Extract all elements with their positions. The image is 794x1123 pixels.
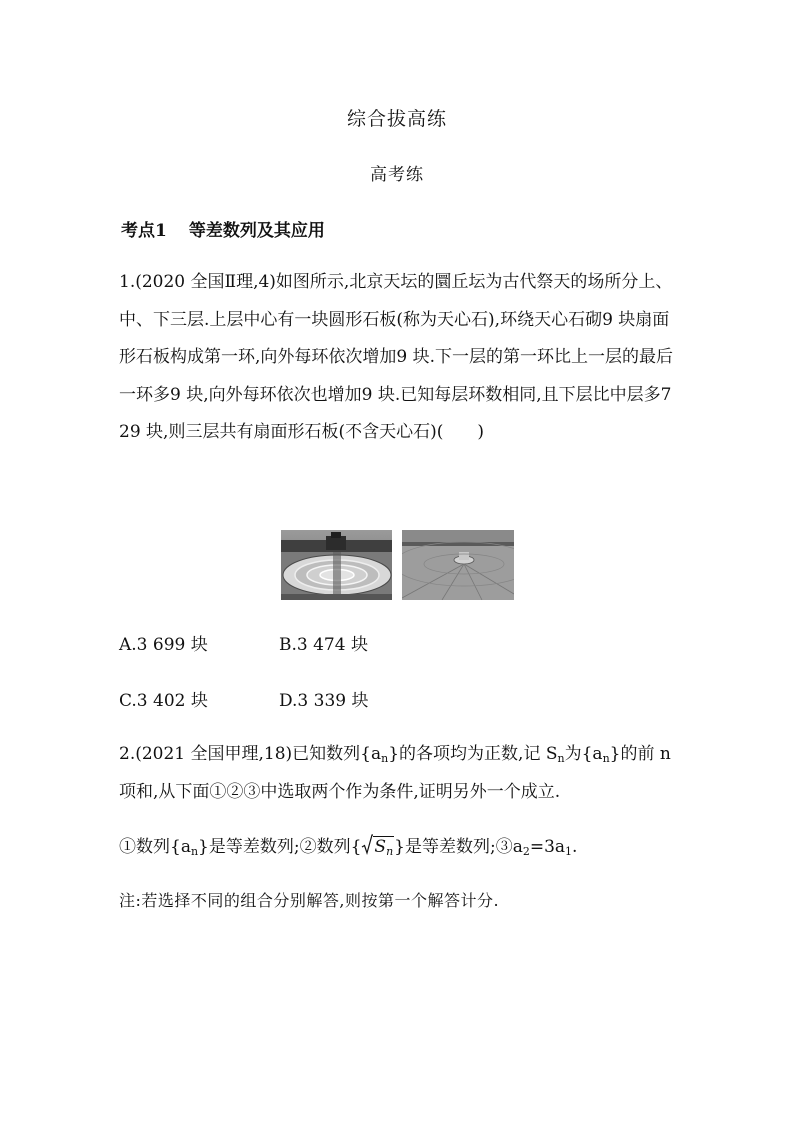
- scoring-note: 注:若选择不同的组合分别解答,则按第一个解答计分.: [119, 891, 500, 910]
- q2-part-b: }的各项均为正数,记 S: [388, 744, 558, 764]
- option-a: A.3 699 块: [119, 635, 208, 655]
- q2-part-a: 2.(2021 全国甲理,18)已知数列{a: [119, 744, 382, 764]
- cond-sub-n: n: [190, 845, 199, 858]
- question-1-figures: [281, 530, 514, 600]
- section-title: 等差数列及其应用: [188, 221, 325, 241]
- page-title: 综合拔高练: [346, 108, 447, 130]
- temple-aerial-photo: [281, 530, 392, 600]
- question-2-conditions: [119, 832, 679, 857]
- cond-part-1b: }是等差数列;②数列{: [198, 837, 362, 857]
- question-2-text: [119, 736, 679, 811]
- q2-part-d: }的前 n 项和,从下面①②③中选取两个作为条件,证明另外一个成立.: [119, 744, 671, 802]
- q2-sub-n-1: n: [381, 752, 389, 765]
- page-subtitle: 高考练: [370, 165, 424, 185]
- cond-part-3b: .: [572, 837, 578, 857]
- sqrt-radicand: [373, 836, 394, 857]
- question-1-text: 1.(2020 全国Ⅱ理,4)如图所示,北京天坛的圜丘坛为古代祭天的场所分上、中、下三层.上层中心有一块圆形石板(称为天心石),环绕天心石砌9 块扇面形石板构成第一环,向外每环依次增加9 块.下一层的第一环比上一层的最后一环多9 块,向外每环依次也增加9 块.已知每层环数相同,且下层比中层多729 块,则三层共有扇面形石板(不含天心石)( ): [119, 272, 674, 442]
- cond-part-1a: ①数列{a: [119, 837, 191, 857]
- q2-sub-n-3: n: [602, 752, 610, 765]
- section-label: 考点1: [121, 221, 167, 241]
- cond-sub-1: 1: [565, 845, 573, 858]
- temple-platform-photo: [402, 530, 514, 600]
- section-heading: [119, 216, 325, 241]
- option-c: C.3 402 块: [119, 691, 208, 711]
- radicand-sub-n: n: [386, 845, 394, 858]
- radicand-s: S: [374, 837, 387, 857]
- sqrt-symbol-icon: [361, 834, 373, 856]
- q2-sub-n-2: n: [557, 752, 565, 765]
- option-d: D.3 339 块: [279, 691, 369, 711]
- option-b: B.3 474 块: [279, 635, 368, 655]
- cond-part-3a: =3a: [529, 837, 566, 857]
- cond-sub-2: 2: [522, 845, 530, 858]
- cond-part-2b: }是等差数列;③a: [394, 837, 523, 857]
- q2-part-c: 为{a: [564, 744, 603, 764]
